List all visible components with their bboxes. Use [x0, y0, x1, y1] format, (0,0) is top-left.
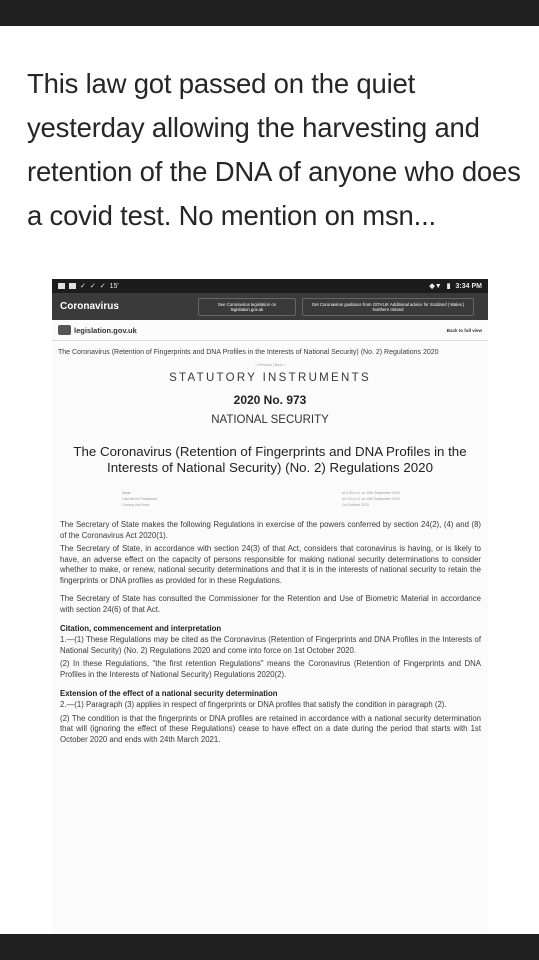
body-paragraph: (2) The condition is that the fingerprints or DNA profiles are retained in accordance with a national security determination that will (ignoring the effect of these Regulations) cease to have effect on a date during the period that starts with 1st October 2020 and ends with 24th March 2021.: [60, 713, 481, 744]
regulation-body: [52, 520, 488, 745]
back-to-full-view-link[interactable]: Back to full view: [446, 327, 482, 333]
notification-icon: [69, 283, 76, 289]
date-value: 1st October 2020: [342, 503, 369, 507]
status-clock: 3:34 PM: [455, 282, 482, 290]
pagination-links[interactable]: < Previous | Next >: [255, 363, 285, 367]
site-home-link[interactable]: legislation.gov.uk: [74, 325, 137, 335]
notification-icon: [58, 283, 65, 289]
body-paragraph: The Secretary of State has consulted the Commissioner for the Retention and Use of Biometric Material in accordance with section 24(6) of that Act.: [60, 594, 481, 614]
section-heading: Extension of the effect of a national security determination: [60, 689, 278, 698]
dates-block: [52, 490, 488, 520]
guidance-link-button[interactable]: Get Coronavirus guidance from GOV.UK Additional advice for Scotland | Wales | Northern Ireland: [302, 298, 474, 316]
post-caption: This law got passed on the quiet yesterday allowing the harvesting and retention of the DNA of anyone who does a covid test. No mention on msn...: [27, 68, 521, 231]
check-icon: ✓: [89, 283, 96, 290]
regulation-title: The Coronavirus (Retention of Fingerprints and DNA Profiles in the Interests of National Security) (No. 2) Regulations 2020: [73, 444, 467, 475]
date-value: at 2.54 p.m. on 10th September 2020: [342, 491, 400, 495]
signal-icon: ◆▼: [429, 283, 442, 290]
body-paragraph: (2) In these Regulations, "the first retention Regulations" means the Coronavirus (Retention of Fingerprints and DNA Profiles in the Interests of National Security) Regulations 2020(2).: [60, 659, 481, 679]
site-header: [52, 320, 488, 341]
subject-heading: NATIONAL SECURITY: [211, 414, 329, 426]
section-heading: Citation, commencement and interpretation: [60, 624, 222, 633]
coronavirus-banner: [52, 293, 488, 320]
check-icon: ✓: [80, 283, 86, 290]
check-icon: ✓: [99, 283, 106, 290]
si-number: 2020 No. 973: [233, 393, 307, 407]
date-label: Coming into force: [122, 503, 150, 507]
phone-status-bar: [52, 279, 488, 293]
date-value: at 4.00 p.m. on 10th September 2020: [342, 497, 400, 501]
body-paragraph: The Secretary of State, in accordance with section 24(3) of that Act, considers that coronavirus is having, or is likely to have, an adverse effect on the capacity of persons responsible for making national security determinations to consider whether to make, or renew, national security determinations and that it is in the interests of national security to retain the fingerprints or DNA profiles as provided for in these Regulations.: [60, 544, 481, 585]
date-label: Made: [122, 491, 131, 495]
body-paragraph: The Secretary of State makes the following Regulations in exercise of the powers conferred by section 24(2), (4) and (8) of the Coronavirus Act 2020(1).: [60, 520, 481, 540]
banner-title: Coronavirus: [60, 301, 119, 312]
status-temperature: 15': [109, 282, 119, 290]
crest-logo-icon: [58, 325, 71, 335]
bottom-bar: [0, 934, 539, 960]
embedded-screenshot: [52, 279, 488, 934]
legislation-link-button[interactable]: See Coronavirus legislation on legislation.gov.uk: [198, 298, 296, 316]
statutory-instruments-label: STATUTORY INSTRUMENTS: [169, 372, 371, 384]
top-bar: [0, 0, 539, 26]
date-label: Laid before Parliament: [122, 497, 158, 501]
battery-icon: ▮: [446, 283, 451, 290]
document-heading: The Coronavirus (Retention of Fingerprints and DNA Profiles in the Interests of National Security) (No. 2) Regulations 2020: [58, 349, 439, 356]
body-paragraph: 1.—(1) These Regulations may be cited as the Coronavirus (Retention of Fingerprints and DNA Profiles in the Interests of National Security) (No. 2) Regulations 2020 and come into force on 1st October 2020.: [60, 635, 481, 655]
body-paragraph: 2.—(1) Paragraph (3) applies in respect of fingerprints or DNA profiles that satisfy the condition in paragraph (2).: [60, 700, 447, 709]
